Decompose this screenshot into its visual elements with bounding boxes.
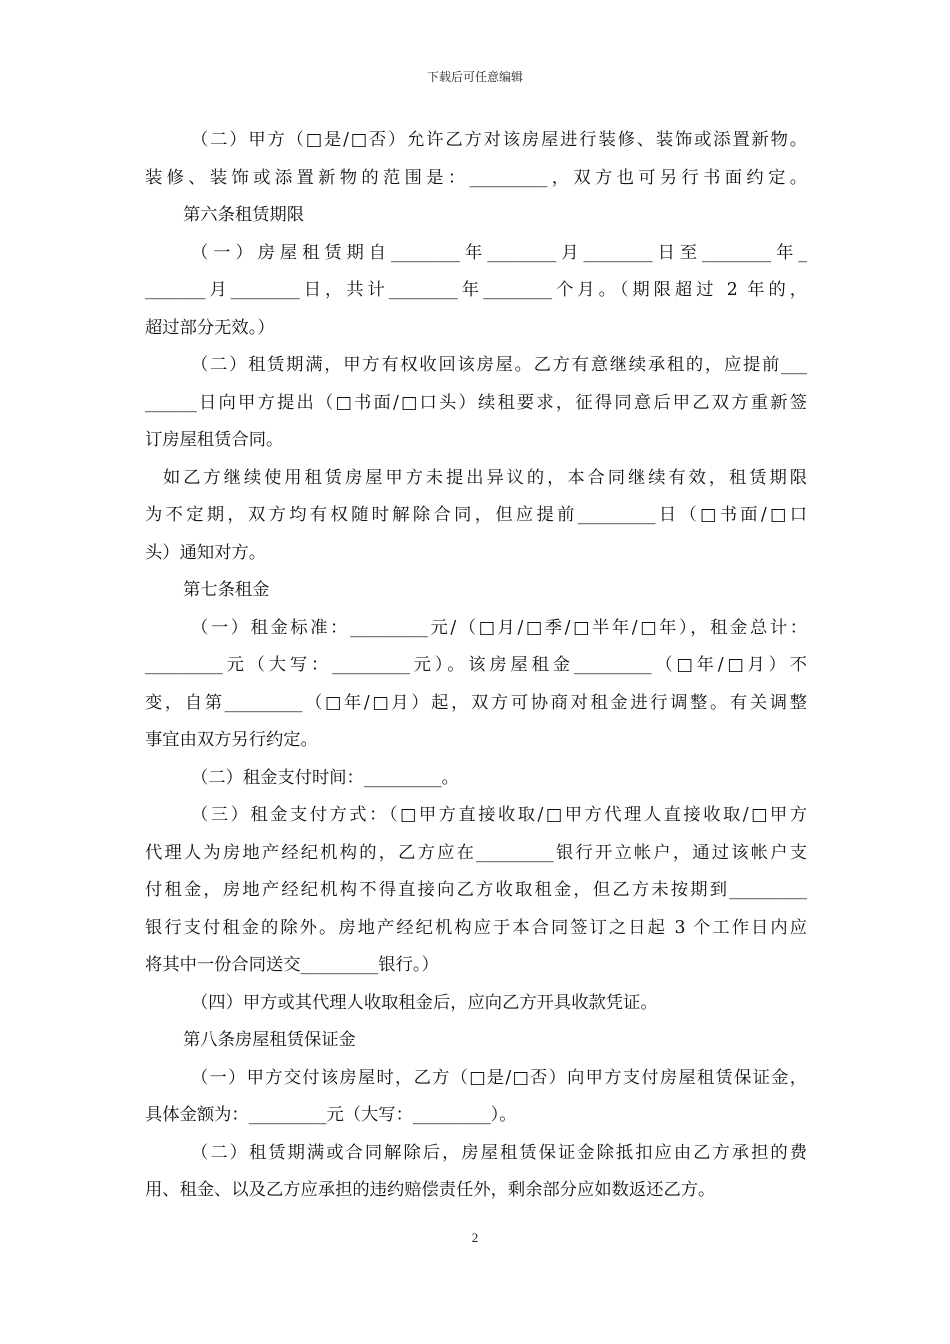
clause-5-2-line-1: （二）甲方（□是/□否）允许乙方对该房屋进行装修、装饰或添置新物。 — [191, 130, 807, 150]
contract-body — [145, 122, 807, 1210]
clause-7-4-line-1: （四）甲方或其代理人收取租金后，应向乙方开具收款凭证。 — [191, 992, 658, 1013]
clause-7-3-line-2: 代理人为房地产经纪机构的，乙方应在_________银行开立帐户，通过该帐户支 — [145, 842, 807, 863]
clause-7-3-line-5: 将其中一份合同送交_________银行。） — [145, 955, 439, 975]
clause-6-2-line-2: ______日向甲方提出（□书面/□口头）续租要求，征得同意后甲乙双方重新签 — [145, 392, 807, 413]
clause-7-1-line-4: 事宜由双方另行约定。 — [145, 730, 318, 750]
clause-5-2-line-2: 装修、装饰或添置新物的范围是：_________，双方也可另行书面约定。 — [145, 167, 807, 188]
clause-6-1-line-2: _______月________日，共计________年________个月。（期限超过 2 年的， — [145, 280, 807, 300]
clause-7-1-line-1: （一）租金标准：_________元/（□月/□季/□半年/□年），租金总计： — [191, 617, 807, 638]
clause-6-3-line-3: 头）通知对方。 — [145, 542, 266, 563]
clause-7-2-line-1: （二）租金支付时间：_________。 — [191, 767, 459, 788]
clause-7-1-line-3: 变，自第_________（□年/□月）起，双方可协商对租金进行调整。有关调整 — [145, 692, 807, 713]
clause-7-3-line-1: （三）租金支付方式：（□甲方直接收取/□甲方代理人直接收取/□甲方 — [191, 805, 807, 825]
clause-6-3-line-2: 为不定期，双方均有权随时解除合同，但应提前_________日（□书面/□口 — [145, 505, 807, 525]
clause-6-1-line-1: （一）房屋租赁期自________年________月________日至________年_ — [191, 242, 807, 263]
clause-6-3-line-1: 如乙方继续使用租赁房屋甲方未提出异议的，本合同继续有效，租赁期限 — [163, 467, 807, 488]
clause-7-1-line-2: _________元（大写：_________元）。该房屋租金_________（□年/□月）不 — [145, 655, 807, 675]
page-header: 下载后可任意编辑 — [426, 70, 523, 84]
clause-7-3-line-3: 付租金，房地产经纪机构不得直接向乙方收取租金，但乙方未按期到_________ — [145, 880, 807, 900]
clause-8-1-line-2: 具体金额为：_________元（大写：_________）。 — [145, 1105, 517, 1125]
clause-7-3-line-4: 银行支付租金的除外。房地产经纪机构应于本合同签订之日起 3 个工作日内应 — [145, 917, 807, 938]
article-8-heading: 第八条房屋租赁保证金 — [183, 1030, 356, 1050]
clause-8-2-line-2: 用、租金、以及乙方应承担的违约赔偿责任外，剩余部分应如数返还乙方。 — [145, 1180, 716, 1200]
clause-8-1-line-1: （一）甲方交付该房屋时，乙方（□是/□否）向甲方支付房屋租赁保证金， — [191, 1067, 807, 1088]
page-number: 2 — [471, 1230, 479, 1245]
clause-6-2-line-1: （二）租赁期满，甲方有权收回该房屋。乙方有意继续承租的，应提前___ — [191, 355, 807, 375]
clause-6-2-line-3: 订房屋租赁合同。 — [145, 430, 284, 450]
clause-6-1-line-3: 超过部分无效。） — [145, 317, 275, 338]
clause-8-2-line-1: （二）租赁期满或合同解除后，房屋租赁保证金除抵扣应由乙方承担的费 — [191, 1142, 807, 1163]
article-7-heading: 第七条租金 — [183, 580, 270, 600]
article-6-heading: 第六条租赁期限 — [183, 205, 304, 225]
